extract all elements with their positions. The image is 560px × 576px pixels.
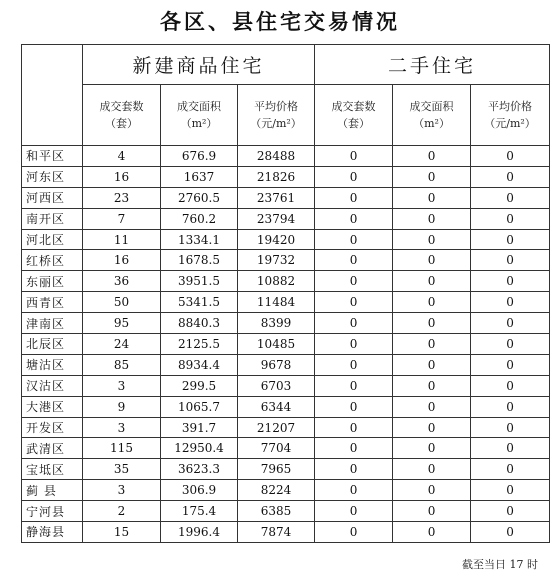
table-row	[22, 459, 550, 480]
new-avg-price-cell: 9678	[238, 354, 315, 375]
new-units-cell: 3	[83, 375, 161, 396]
new-avg-price-cell: 8224	[238, 480, 315, 501]
new-area-cell: 2125.5	[161, 334, 238, 355]
second-units-cell: 0	[315, 480, 393, 501]
district-cell: 大港区	[22, 396, 83, 417]
second-area-cell: 0	[393, 292, 471, 313]
second-units-cell: 0	[315, 375, 393, 396]
new-units-cell: 95	[83, 313, 161, 334]
second-area-cell: 0	[393, 187, 471, 208]
district-cell: 河西区	[22, 187, 83, 208]
second-units-header: 成交套数 （套）	[315, 85, 393, 146]
new-avg-price-cell: 7965	[238, 459, 315, 480]
second-units-cell: 0	[315, 229, 393, 250]
district-cell: 红桥区	[22, 250, 83, 271]
new-units-cell: 9	[83, 396, 161, 417]
second-units-cell: 0	[315, 354, 393, 375]
second-area-cell: 0	[393, 459, 471, 480]
new-area-header: 成交面积 （m²）	[161, 85, 238, 146]
district-cell: 南开区	[22, 208, 83, 229]
new-avg-price-cell: 8399	[238, 313, 315, 334]
second-units-cell: 0	[315, 417, 393, 438]
group-header-row	[22, 45, 550, 85]
new-area-cell: 1334.1	[161, 229, 238, 250]
second-avg-price-cell: 0	[471, 438, 550, 459]
table-row	[22, 292, 550, 313]
new-avg-price-cell: 19732	[238, 250, 315, 271]
second-avg-price-cell: 0	[471, 166, 550, 187]
new-avg-price-cell: 6385	[238, 501, 315, 522]
new-area-cell: 3951.5	[161, 271, 238, 292]
second-avg-price-cell: 0	[471, 250, 550, 271]
new-units-cell: 15	[83, 522, 161, 543]
second-avg-price-cell: 0	[471, 522, 550, 543]
table-row	[22, 375, 550, 396]
district-cell: 和平区	[22, 146, 83, 167]
new-units-cell: 35	[83, 459, 161, 480]
column-header-row	[22, 85, 550, 146]
district-cell: 宁河县	[22, 501, 83, 522]
new-avg-price-cell: 10882	[238, 271, 315, 292]
table-row	[22, 146, 550, 167]
new-avg-price-cell: 21826	[238, 166, 315, 187]
new-units-cell: 3	[83, 480, 161, 501]
table-row	[22, 187, 550, 208]
second-units-cell: 0	[315, 292, 393, 313]
table-row	[22, 334, 550, 355]
new-units-cell: 24	[83, 334, 161, 355]
new-avg-price-cell: 21207	[238, 417, 315, 438]
table-row	[22, 271, 550, 292]
second-avg-price-cell: 0	[471, 354, 550, 375]
new-units-cell: 23	[83, 187, 161, 208]
second-area-cell: 0	[393, 208, 471, 229]
new-area-cell: 299.5	[161, 375, 238, 396]
table-row	[22, 396, 550, 417]
second-avg-price-cell: 0	[471, 271, 550, 292]
second-area-cell: 0	[393, 354, 471, 375]
second-avg-price-cell: 0	[471, 313, 550, 334]
district-cell: 塘沽区	[22, 354, 83, 375]
second-avg-price-cell: 0	[471, 480, 550, 501]
new-units-cell: 11	[83, 229, 161, 250]
second-area-cell: 0	[393, 375, 471, 396]
second-avg-price-cell: 0	[471, 396, 550, 417]
second-area-cell: 0	[393, 166, 471, 187]
new-avg-price-cell: 28488	[238, 146, 315, 167]
new-avg-price-cell: 6344	[238, 396, 315, 417]
new-units-cell: 7	[83, 208, 161, 229]
new-units-header: 成交套数 （套）	[83, 85, 161, 146]
second-avg-price-cell: 0	[471, 187, 550, 208]
second-avg-price-header: 平均价格 （元/m²）	[471, 85, 550, 146]
second-hand-group-header: 二手住宅	[315, 45, 550, 85]
second-units-cell: 0	[315, 313, 393, 334]
second-avg-price-cell: 0	[471, 334, 550, 355]
second-units-cell: 0	[315, 459, 393, 480]
table-row	[22, 208, 550, 229]
second-avg-price-cell: 0	[471, 417, 550, 438]
table-row	[22, 501, 550, 522]
table-row	[22, 438, 550, 459]
new-units-cell: 4	[83, 146, 161, 167]
second-units-cell: 0	[315, 146, 393, 167]
second-units-cell: 0	[315, 166, 393, 187]
second-units-cell: 0	[315, 438, 393, 459]
new-avg-price-cell: 7704	[238, 438, 315, 459]
second-area-cell: 0	[393, 480, 471, 501]
second-area-cell: 0	[393, 396, 471, 417]
new-units-cell: 36	[83, 271, 161, 292]
new-area-cell: 12950.4	[161, 438, 238, 459]
page-title: 各区、县住宅交易情况	[160, 9, 400, 34]
new-area-cell: 1065.7	[161, 396, 238, 417]
new-units-cell: 50	[83, 292, 161, 313]
new-area-cell: 676.9	[161, 146, 238, 167]
second-avg-price-cell: 0	[471, 292, 550, 313]
new-units-cell: 16	[83, 166, 161, 187]
new-area-cell: 8934.4	[161, 354, 238, 375]
new-area-cell: 1678.5	[161, 250, 238, 271]
new-units-cell: 3	[83, 417, 161, 438]
district-cell: 静海县	[22, 522, 83, 543]
district-cell: 汉沽区	[22, 375, 83, 396]
new-area-cell: 391.7	[161, 417, 238, 438]
second-area-cell: 0	[393, 501, 471, 522]
district-cell: 宝坻区	[22, 459, 83, 480]
second-units-cell: 0	[315, 208, 393, 229]
new-area-cell: 306.9	[161, 480, 238, 501]
new-area-cell: 2760.5	[161, 187, 238, 208]
district-cell: 河东区	[22, 166, 83, 187]
new-area-cell: 8840.3	[161, 313, 238, 334]
new-units-cell: 85	[83, 354, 161, 375]
second-area-cell: 0	[393, 146, 471, 167]
district-cell: 北辰区	[22, 334, 83, 355]
new-housing-group-header: 新建商品住宅	[83, 45, 315, 85]
second-units-cell: 0	[315, 522, 393, 543]
new-area-cell: 3623.3	[161, 459, 238, 480]
second-area-cell: 0	[393, 438, 471, 459]
new-avg-price-cell: 11484	[238, 292, 315, 313]
second-units-cell: 0	[315, 187, 393, 208]
new-avg-price-cell: 10485	[238, 334, 315, 355]
new-units-cell: 16	[83, 250, 161, 271]
district-cell: 河北区	[22, 229, 83, 250]
second-units-cell: 0	[315, 334, 393, 355]
new-avg-price-cell: 23761	[238, 187, 315, 208]
second-avg-price-cell: 0	[471, 375, 550, 396]
new-avg-price-cell: 7874	[238, 522, 315, 543]
second-avg-price-cell: 0	[471, 208, 550, 229]
second-area-cell: 0	[393, 522, 471, 543]
district-cell: 东丽区	[22, 271, 83, 292]
new-units-cell: 115	[83, 438, 161, 459]
table-row	[22, 480, 550, 501]
district-cell: 蓟 县	[22, 480, 83, 501]
table-row	[22, 229, 550, 250]
table-row	[22, 313, 550, 334]
district-cell: 津南区	[22, 313, 83, 334]
timestamp-footnote: 截至当日 17 时	[462, 558, 538, 571]
new-area-cell: 1996.4	[161, 522, 238, 543]
new-avg-price-cell: 19420	[238, 229, 315, 250]
new-area-cell: 5341.5	[161, 292, 238, 313]
second-units-cell: 0	[315, 250, 393, 271]
second-units-cell: 0	[315, 396, 393, 417]
second-units-cell: 0	[315, 271, 393, 292]
new-avg-price-cell: 6703	[238, 375, 315, 396]
second-area-cell: 0	[393, 229, 471, 250]
second-area-cell: 0	[393, 250, 471, 271]
table-row	[22, 354, 550, 375]
new-units-cell: 2	[83, 501, 161, 522]
table-row	[22, 166, 550, 187]
new-area-cell: 175.4	[161, 501, 238, 522]
new-avg-price-cell: 23794	[238, 208, 315, 229]
transaction-table	[21, 44, 550, 543]
table-row	[22, 417, 550, 438]
district-cell: 开发区	[22, 417, 83, 438]
second-avg-price-cell: 0	[471, 146, 550, 167]
second-area-cell: 0	[393, 271, 471, 292]
second-area-cell: 0	[393, 417, 471, 438]
second-area-header: 成交面积 （m²）	[393, 85, 471, 146]
second-area-cell: 0	[393, 313, 471, 334]
new-area-cell: 760.2	[161, 208, 238, 229]
table-row	[22, 250, 550, 271]
district-cell: 武清区	[22, 438, 83, 459]
second-avg-price-cell: 0	[471, 459, 550, 480]
second-avg-price-cell: 0	[471, 501, 550, 522]
table-row	[22, 522, 550, 543]
second-units-cell: 0	[315, 501, 393, 522]
second-area-cell: 0	[393, 334, 471, 355]
new-avg-price-header: 平均价格 （元/m²）	[238, 85, 315, 146]
table-body	[22, 146, 550, 543]
new-area-cell: 1637	[161, 166, 238, 187]
second-avg-price-cell: 0	[471, 229, 550, 250]
district-header-cell	[22, 45, 83, 146]
district-cell: 西青区	[22, 292, 83, 313]
